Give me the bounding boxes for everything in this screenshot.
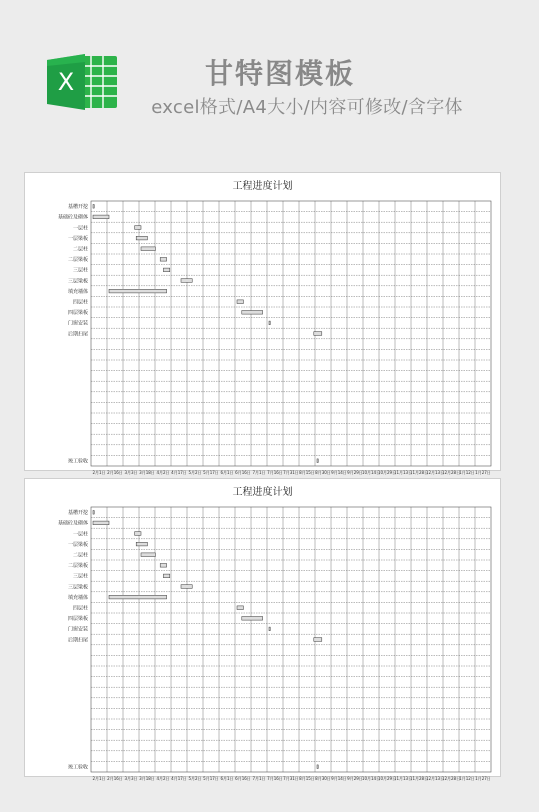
date-label: 10月29日	[377, 470, 397, 475]
task-label: 竣工验收	[67, 764, 88, 771]
date-label: 1月12日	[459, 470, 475, 475]
task-bar	[93, 215, 109, 219]
task-label: 四层梁板	[67, 310, 88, 317]
task-bar	[136, 542, 147, 546]
page-title: 甘特图模板	[204, 57, 355, 90]
date-label: 1月27日	[475, 470, 491, 475]
date-label: 8月30日	[315, 776, 331, 781]
task-bar	[317, 765, 318, 769]
task-label: 二层梁板	[67, 257, 88, 264]
task-label: 一层梁板	[67, 235, 88, 242]
date-label: 10月14日	[361, 470, 381, 475]
logo-letter: X	[57, 68, 75, 96]
task-bar	[93, 511, 94, 515]
date-label: 10月14日	[361, 776, 381, 781]
task-label: 门窗安装	[67, 320, 88, 327]
task-label: 四层柱	[72, 299, 88, 306]
date-label: 5月2日	[188, 776, 202, 781]
task-bar	[237, 606, 243, 610]
task-label: 基槽开挖	[67, 204, 88, 211]
date-label: 12月28日	[441, 776, 461, 781]
task-bar	[314, 332, 322, 336]
task-bar	[135, 226, 141, 230]
task-label: 填充墙体	[67, 594, 88, 601]
date-label: 11月28日	[409, 776, 429, 781]
date-label: 9月29日	[347, 470, 363, 475]
date-label: 6月16日	[235, 470, 251, 475]
date-label: 8月30日	[315, 470, 331, 475]
task-bar	[136, 236, 147, 240]
date-label: 7月1日	[252, 470, 266, 475]
task-label: 基础砼及砌体	[57, 214, 88, 221]
date-label: 6月1日	[220, 470, 234, 475]
task-bar	[314, 638, 322, 642]
task-bar	[269, 321, 270, 325]
date-label: 6月1日	[220, 776, 234, 781]
task-bar	[141, 247, 155, 251]
date-label: 5月17日	[203, 776, 219, 781]
task-label: 一层柱	[72, 531, 88, 538]
task-bar	[242, 311, 263, 315]
date-label: 9月14日	[331, 776, 347, 781]
gantt-chart	[25, 479, 500, 781]
date-label: 7月1日	[252, 776, 266, 781]
page-header	[0, 0, 539, 150]
task-bar	[317, 459, 318, 463]
date-label: 2月16日	[107, 470, 123, 475]
task-bar	[93, 521, 109, 525]
task-label: 三层柱	[72, 267, 88, 274]
date-label: 12月13日	[425, 776, 445, 781]
task-label: 后期扫尾	[67, 637, 88, 644]
date-label: 11月13日	[393, 470, 413, 475]
task-bar	[269, 627, 270, 631]
sheet-title: 工程进度计划	[232, 487, 293, 498]
task-bar	[181, 585, 192, 589]
date-label: 2月16日	[107, 776, 123, 781]
date-label: 7月31日	[283, 776, 299, 781]
date-label: 6月16日	[235, 776, 251, 781]
date-label: 4月2日	[156, 776, 170, 781]
task-bar	[141, 553, 155, 557]
task-bar	[109, 595, 167, 599]
grid-frame	[91, 507, 491, 772]
date-label: 12月13日	[425, 470, 445, 475]
date-label: 5月2日	[188, 470, 202, 475]
task-label: 四层梁板	[67, 616, 88, 623]
task-label: 填充墙体	[67, 288, 88, 295]
date-label: 10月29日	[377, 776, 397, 781]
date-label: 8月15日	[299, 776, 315, 781]
sheet-title: 工程进度计划	[232, 181, 293, 192]
task-label: 门窗安装	[67, 626, 88, 633]
task-label: 二层柱	[72, 552, 88, 559]
task-label: 二层梁板	[67, 563, 88, 570]
date-label: 7月31日	[283, 470, 299, 475]
task-bar	[109, 289, 167, 293]
date-label: 7月16日	[267, 470, 283, 475]
task-bar	[237, 300, 243, 304]
date-label: 3月18日	[139, 470, 155, 475]
excel-logo-icon	[45, 52, 119, 112]
date-label: 11月13日	[393, 776, 413, 781]
task-label: 三层梁板	[67, 278, 88, 285]
date-label: 12月28日	[441, 470, 461, 475]
task-bar	[160, 258, 166, 262]
date-label: 3月18日	[139, 776, 155, 781]
task-label: 后期扫尾	[67, 331, 88, 338]
date-label: 4月2日	[156, 470, 170, 475]
task-label: 基础砼及砌体	[57, 520, 88, 527]
task-bar	[181, 279, 192, 283]
date-label: 4月17日	[171, 776, 187, 781]
task-label: 竣工验收	[67, 458, 88, 465]
task-bar	[160, 564, 166, 568]
date-label: 11月28日	[409, 470, 429, 475]
task-label: 四层柱	[72, 605, 88, 612]
date-label: 9月29日	[347, 776, 363, 781]
gantt-sheet-1	[24, 172, 501, 475]
date-label: 7月16日	[267, 776, 283, 781]
task-bar	[163, 268, 169, 272]
task-label: 三层梁板	[67, 584, 88, 591]
date-label: 3月3日	[124, 776, 138, 781]
date-label: 4月17日	[171, 470, 187, 475]
task-label: 基槽开挖	[67, 510, 88, 517]
gantt-chart	[25, 173, 500, 475]
task-label: 三层柱	[72, 573, 88, 580]
task-label: 二层柱	[72, 246, 88, 253]
date-label: 1月27日	[475, 776, 491, 781]
date-label: 3月3日	[124, 470, 138, 475]
date-label: 5月17日	[203, 470, 219, 475]
date-label: 2月1日	[92, 776, 106, 781]
page-subtitle: excel格式/A4大小/内容可修改/含字体	[151, 97, 463, 118]
gantt-sheet-2	[24, 478, 501, 781]
date-label: 2月1日	[92, 470, 106, 475]
task-bar	[163, 574, 169, 578]
task-label: 一层柱	[72, 225, 88, 232]
task-bar	[135, 532, 141, 536]
task-bar	[242, 617, 263, 621]
date-label: 8月15日	[299, 470, 315, 475]
task-bar	[93, 205, 94, 209]
date-label: 9月14日	[331, 470, 347, 475]
grid-frame	[91, 201, 491, 466]
date-label: 1月12日	[459, 776, 475, 781]
task-label: 一层梁板	[67, 541, 88, 548]
